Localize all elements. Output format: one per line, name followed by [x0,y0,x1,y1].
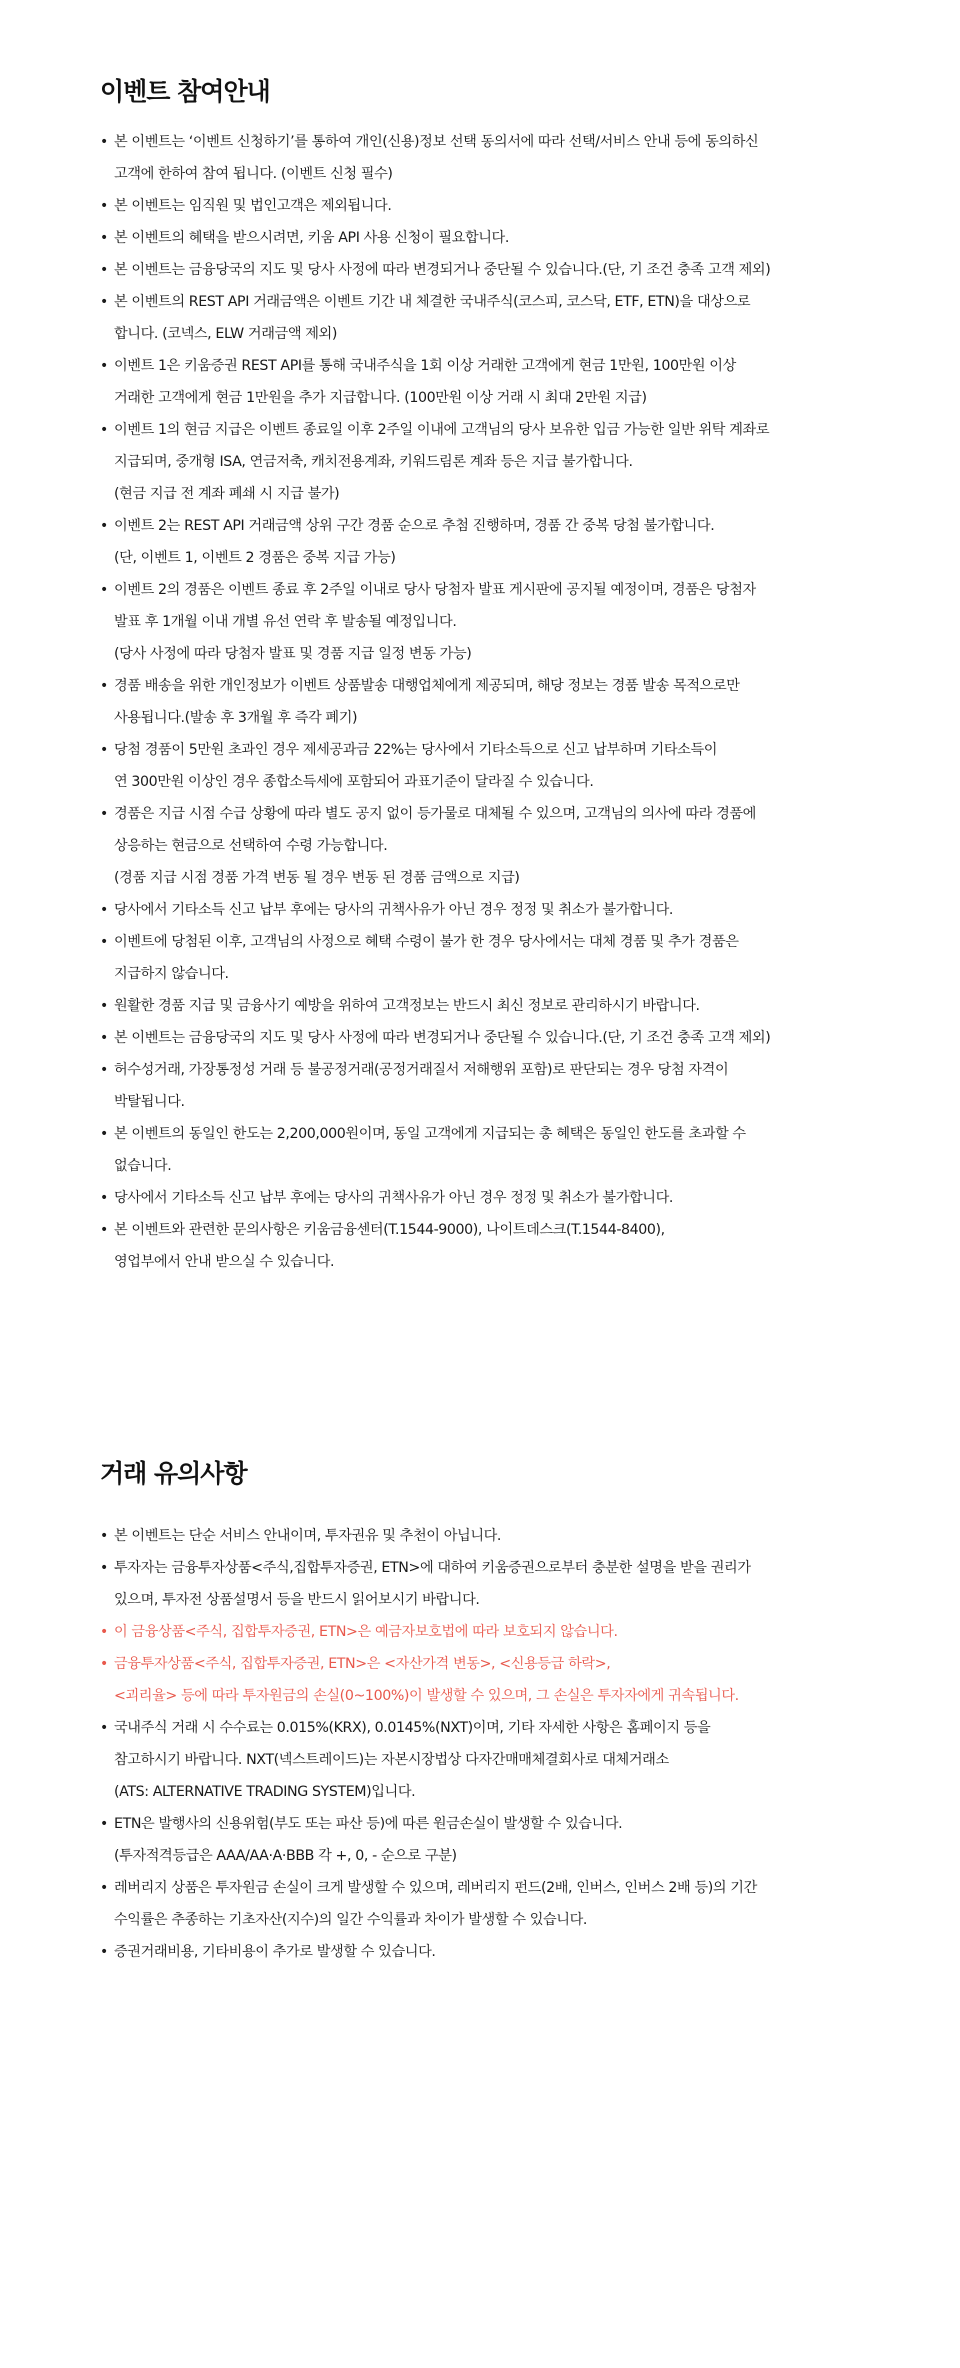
notice-item [100,1552,870,1616]
notice-line: 원활한 경품 지급 및 금융사기 예방을 위하여 고객정보는 반드시 최신 정보로 관리하시기 바랍니다. [114,998,700,1014]
bullet-icon: • [100,518,108,534]
notice-line: 합니다. (코넥스, ELW 거래금액 제외) [114,326,337,342]
notice-line: (단, 이벤트 1, 이벤트 2 경품은 중복 지급 가능) [114,550,396,566]
notice-line: (현금 지급 전 계좌 폐쇄 시 지급 불가) [114,486,340,502]
notice-line: 본 이벤트는 단순 서비스 안내이며, 투자권유 및 추천이 아닙니다. [114,1528,502,1544]
notice-item [100,190,870,222]
notice-line: 본 이벤트는 금융당국의 지도 및 당사 사정에 따라 변경되거나 중단될 수 있습니다.(단, 기 조건 충족 고객 제외) [114,1030,771,1046]
trading-notice-section [100,1454,870,1968]
bullet-icon: • [100,198,108,214]
notice-line: 레버리지 상품은 투자원금 손실이 크게 발생할 수 있으며, 레버리지 펀드(2배, 인버스, 인버스 2배 등)의 기간 [114,1880,757,1896]
notice-line: 이벤트 1은 키움증권 REST API를 통해 국내주식을 1회 이상 거래한 고객에게 현금 1만원, 100만원 이상 [114,358,736,374]
notice-line: 이벤트 1의 현금 지급은 이벤트 종료일 이후 2주일 이내에 고객님의 당사 보유한 입금 가능한 일반 위탁 계좌로 [114,422,770,438]
notice-line: 이벤트에 당첨된 이후, 고객님의 사정으로 혜택 수령이 불가 한 경우 당사에서는 대체 경품 및 추가 경품은 [114,934,739,950]
notice-line: 증권거래비용, 기타비용이 추가로 발생할 수 있습니다. [114,1944,436,1960]
bullet-icon: • [100,1624,108,1640]
notice-line: 거래한 고객에게 현금 1만원을 추가 지급합니다. (100만원 이상 거래 시 최대 2만원 지급) [114,390,647,406]
trading-notice-list [100,1520,870,1968]
notice-line: 지급하지 않습니다. [114,966,229,982]
bullet-icon: • [100,294,108,310]
bullet-icon: • [100,806,108,822]
bullet-icon: • [100,582,108,598]
notice-line: 수익률은 추종하는 기초자산(지수)의 일간 수익률과 차이가 발생할 수 있습니다. [114,1912,588,1928]
notice-line: (ATS: ALTERNATIVE TRADING SYSTEM)입니다. [114,1784,416,1800]
notice-line: 금융투자상품<주식, 집합투자증권, ETN>은 <자산가격 변동>, <신용등급 하락>, [114,1656,611,1672]
notice-line: <괴리율> 등에 따라 투자원금의 손실(0~100%)이 발생할 수 있으며, 그 손실은 투자자에게 귀속됩니다. [114,1688,739,1704]
bullet-icon: • [100,1222,108,1238]
notice-item [100,926,870,990]
notice-item [100,222,870,254]
notice-line: 당첨 경품이 5만원 초과인 경우 제세공과금 22%는 당사에서 기타소득으로 신고 납부하며 기타소득이 [114,742,718,758]
notice-line: 상응하는 현금으로 선택하여 수령 가능합니다. [114,838,388,854]
notice-line: 참고하시기 바랍니다. NXT(넥스트레이드)는 자본시장법상 다자간매매체결회사로 대체거래소 [114,1752,669,1768]
bullet-icon: • [100,1944,108,1960]
bullet-icon: • [100,1528,108,1544]
notice-line: 연 300만원 이상인 경우 종합소득세에 포함되어 과표기준이 달라질 수 있습니다. [114,774,594,790]
bullet-icon: • [100,1126,108,1142]
notice-line: 당사에서 기타소득 신고 납부 후에는 당사의 귀책사유가 아닌 경우 정정 및 취소가 불가합니다. [114,902,674,918]
trading-notice-title: 거래 유의사항 [100,1459,247,1488]
bullet-icon: • [100,1190,108,1206]
notice-line: 국내주식 거래 시 수수료는 0.015%(KRX), 0.0145%(NXT)이며, 기타 자세한 사항은 홈페이지 등을 [114,1720,711,1736]
bullet-icon: • [100,262,108,278]
bullet-icon: • [100,742,108,758]
notice-item [100,1808,870,1872]
notice-item [100,670,870,734]
notice-line: 박탈됩니다. [114,1094,185,1110]
notice-line: 있으며, 투자전 상품설명서 등을 반드시 읽어보시기 바랍니다. [114,1592,480,1608]
notice-item [100,574,870,670]
notice-item [100,1616,870,1648]
notice-item [100,1022,870,1054]
notice-item [100,1872,870,1936]
notice-line: 없습니다. [114,1158,172,1174]
bullet-icon: • [100,998,108,1014]
bullet-icon: • [100,678,108,694]
notice-line: 이벤트 2의 경품은 이벤트 종료 후 2주일 이내로 당사 당첨자 발표 게시판에 공지될 예정이며, 경품은 당첨자 [114,582,756,598]
bullet-icon: • [100,934,108,950]
notice-item [100,1054,870,1118]
notice-item [100,990,870,1022]
notice-item [100,510,870,574]
notice-item [100,734,870,798]
event-notice-list [100,126,870,1278]
notice-line: (경품 지급 시점 경품 가격 변동 될 경우 변동 된 경품 금액으로 지급) [114,870,520,886]
notice-line: 경품 배송을 위한 개인정보가 이벤트 상품발송 대행업체에게 제공되며, 해당 정보는 경품 발송 목적으로만 [114,678,740,694]
notice-item [100,1936,870,1968]
event-notice-section [100,72,870,1278]
bullet-icon: • [100,134,108,150]
notice-line: 사용됩니다.(발송 후 3개월 후 즉각 폐기) [114,710,358,726]
notice-line: (투자적격등급은 AAA/AA·A·BBB 각 +, 0, - 순으로 구분) [114,1848,457,1864]
event-notice-title: 이벤트 참여안내 [100,77,270,106]
bullet-icon: • [100,1030,108,1046]
notice-line: 본 이벤트의 혜택을 받으시려면, 키움 API 사용 신청이 필요합니다. [114,230,509,246]
notice-line: 발표 후 1개월 이내 개별 유선 연락 후 발송될 예정입니다. [114,614,457,630]
bullet-icon: • [100,1062,108,1078]
notice-line: 당사에서 기타소득 신고 납부 후에는 당사의 귀책사유가 아닌 경우 정정 및 취소가 불가합니다. [114,1190,674,1206]
notice-line: 투자자는 금융투자상품<주식,집합투자증권, ETN>에 대하여 키움증권으로부터 충분한 설명을 받을 권리가 [114,1560,751,1576]
notice-line: 고객에 한하여 참여 됩니다. (이벤트 신청 필수) [114,166,393,182]
notice-item [100,286,870,350]
notice-line: 이 금융상품<주식, 집합투자증권, ETN>은 예금자보호법에 따라 보호되지 않습니다. [114,1624,618,1640]
notice-item [100,126,870,190]
bullet-icon: • [100,1720,108,1736]
notice-line: 허수성거래, 가장통정성 거래 등 불공정거래(공정거래질서 저해행위 포함)로 판단되는 경우 당첨 자격이 [114,1062,729,1078]
notice-item [100,1182,870,1214]
notice-item [100,1648,870,1712]
notice-item [100,1214,870,1278]
notice-line: 본 이벤트는 ‘이벤트 신청하기’를 통하여 개인(신용)정보 선택 동의서에 따라 선택/서비스 안내 등에 동의하신 [114,134,759,150]
notice-item [100,254,870,286]
bullet-icon: • [100,358,108,374]
notice-line: 경품은 지급 시점 수급 상황에 따라 별도 공지 없이 등가물로 대체될 수 있으며, 고객님의 의사에 따라 경품에 [114,806,756,822]
notice-item [100,1520,870,1552]
notice-item [100,350,870,414]
bullet-icon: • [100,1560,108,1576]
notice-item [100,798,870,894]
bullet-icon: • [100,1816,108,1832]
notice-line: ETN은 발행사의 신용위험(부도 또는 파산 등)에 따른 원금손실이 발생할 수 있습니다. [114,1816,623,1832]
bullet-icon: • [100,230,108,246]
notice-line: 본 이벤트는 금융당국의 지도 및 당사 사정에 따라 변경되거나 중단될 수 있습니다.(단, 기 조건 충족 고객 제외) [114,262,771,278]
notice-line: 이벤트 2는 REST API 거래금액 상위 구간 경품 순으로 추첨 진행하며, 경품 간 중복 당첨 불가합니다. [114,518,715,534]
bullet-icon: • [100,1656,108,1672]
notice-line: 본 이벤트의 REST API 거래금액은 이벤트 기간 내 체결한 국내주식(코스피, 코스닥, ETF, ETN)을 대상으로 [114,294,751,310]
notice-item [100,1712,870,1808]
notice-line: 영업부에서 안내 받으실 수 있습니다. [114,1254,335,1270]
notice-item [100,414,870,510]
notice-item [100,1118,870,1182]
notice-line: 본 이벤트와 관련한 문의사항은 키움금융센터(T.1544-9000), 나이트데스크(T.1544-8400), [114,1222,665,1238]
bullet-icon: • [100,902,108,918]
notice-item [100,894,870,926]
notice-line: 지급되며, 중개형 ISA, 연금저축, 캐치전용계좌, 키워드림론 계좌 등은 지급 불가합니다. [114,454,633,470]
bullet-icon: • [100,1880,108,1896]
notice-line: 본 이벤트의 동일인 한도는 2,200,000원이며, 동일 고객에게 지급되는 총 혜택은 동일인 한도를 초과할 수 [114,1126,746,1142]
notice-line: 본 이벤트는 임직원 및 법인고객은 제외됩니다. [114,198,392,214]
bullet-icon: • [100,422,108,438]
notice-line: (당사 사정에 따라 당첨자 발표 및 경품 지급 일정 변동 가능) [114,646,472,662]
